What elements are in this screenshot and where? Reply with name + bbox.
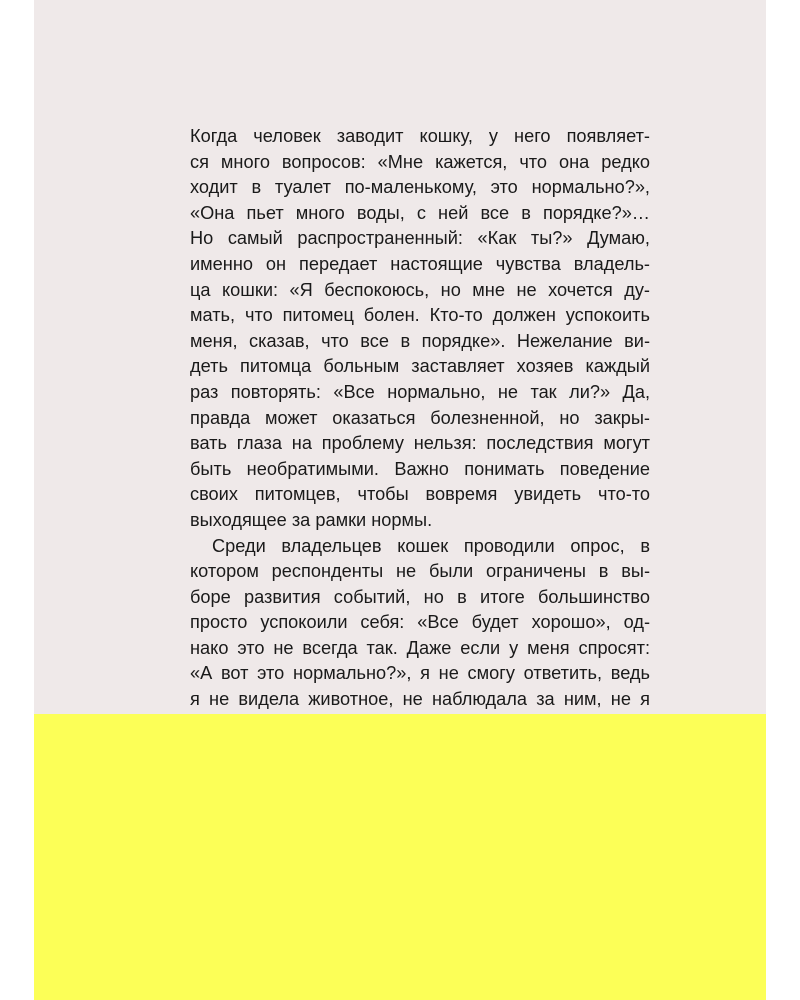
accent-band [34,714,766,1000]
text-line: своих питомцев, чтобы вовремя увидеть что-то [190,484,650,505]
text-line: Когда человек заводит кошку, у него появляет- [190,126,650,146]
text-line: вать глаза на проблему нельзя: последствия могут [190,433,650,454]
text-line: я не видела животное, не наблюдала за ним, не я [190,689,650,710]
text-line: Но самый распространенный: «Как ты?» Думаю, [190,228,650,249]
text-line: ся много вопросов: «Мне кажется, что она редко [190,151,650,172]
text-line: ходит в туалет по-маленькому, это нормально?», [190,177,650,198]
text-line: именно он передает настоящие чувства владель- [190,253,650,274]
text-line: деть питомца больным заставляет хозяев каждый [190,356,650,377]
body-text [190,124,650,738]
text-line: боре развития событий, но в итоге большинство [190,586,650,607]
book-page [34,0,766,1000]
text-line: мать, что питомец болен. Кто-то должен успокоить [190,305,650,326]
text-line: правда может оказаться болезненной, но закры- [190,407,650,428]
text-line: «А вот это нормально?», я не смогу ответить, ведь [190,663,650,684]
text-line: быть необратимыми. Важно понимать поведение [190,458,650,479]
text-line: нако это не всегда так. Даже если у меня спросят: [190,637,650,658]
text-line: котором респонденты не были ограничены в вы- [190,561,650,582]
paragraph-1 [190,124,650,534]
text-line: раз повторять: «Все нормально, не так ли?» Да, [190,381,650,402]
paragraph-2 [190,534,650,739]
text-line: «Она пьет много воды, с ней все в порядке?»… [190,202,650,223]
text-line: ца кошки: «Я беспокоюсь, но мне не хочется ду- [190,279,650,300]
text-line: Среди владельцев кошек проводили опрос, в [212,535,650,556]
text-line: меня, сказав, что все в порядке». Нежелание ви- [190,330,650,351]
text-line: выходящее за рамки нормы. [190,509,433,530]
text-line: просто успокоили себя: «Все будет хорошо», од- [190,612,650,633]
